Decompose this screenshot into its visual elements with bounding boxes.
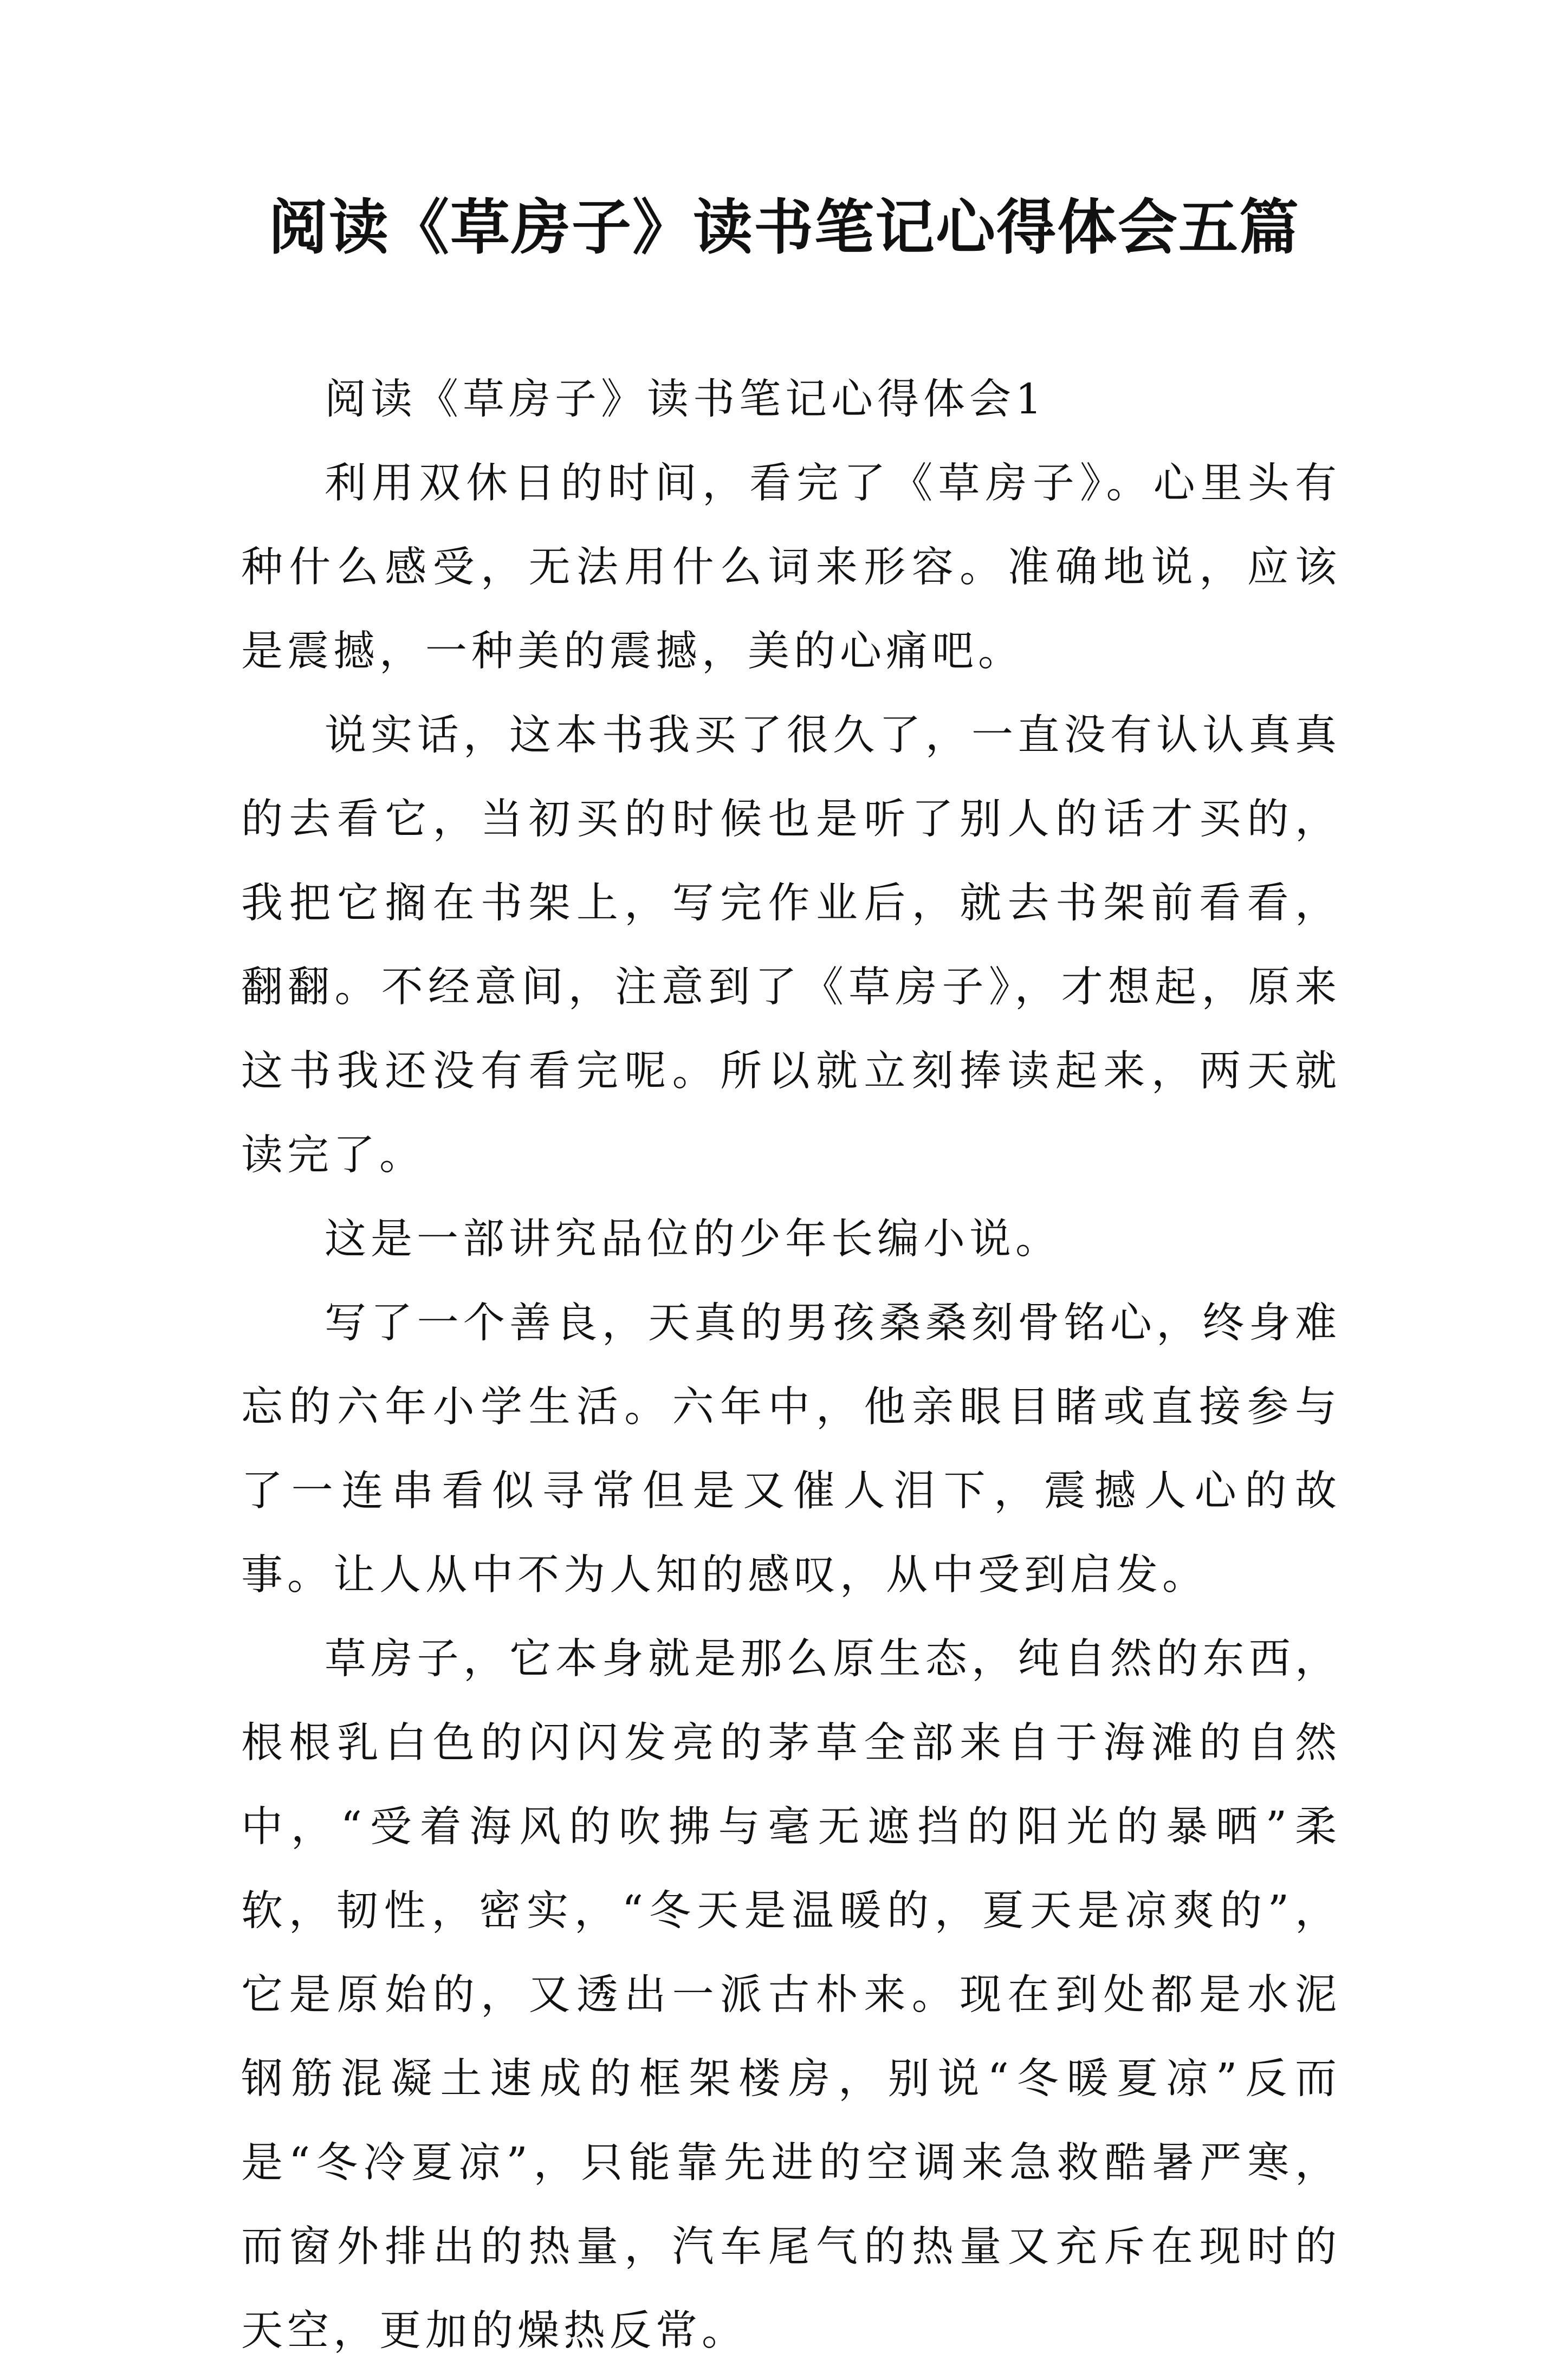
- document-body: [241, 358, 1341, 2373]
- section-heading: 阅读《草房子》读书笔记心得体会1: [325, 375, 1046, 424]
- paragraph: 草房子，它本身就是那么原生态，纯自然的东西，根根乳白色的闪闪发亮的茅草全部来自于海滩的自然中，“受着海风的吹拂与毫无遮挡的阳光的暴晒”柔软，韧性，密实，“冬天是温暖的，夏天是凉爽的”，它是原始的，又透出一派古朴来。现在到处都是水泥钢筋混凝土速成的框架楼房，别说“冬暖夏凉”反而是“冬冷夏凉”，只能靠先进的空调来急救酷暑严寒，而窗外排出的热量，汽车尾气的热量又充斥在现时的天空，更加的燥热反常。: [241, 1635, 1341, 2355]
- paragraph: 写了一个善良，天真的男孩桑桑刻骨铭心，终身难忘的六年小学生活。六年中，他亲眼目睹或直接参与了一连串看似寻常但是又催人泪下，震撼人心的故事。让人从中不为人知的感叹，从中受到启发。: [241, 1299, 1341, 1599]
- document-title: 阅读《草房子》读书笔记心得体会五篇: [268, 192, 1300, 262]
- paragraph: 这是一部讲究品位的少年长编小说。: [325, 1215, 1061, 1263]
- paragraph: 说实话，这本书我买了很久了，一直没有认认真真的去看它，当初买的时候也是听了别人的话才买的，我把它搁在书架上，写完作业后，就去书架前看看，翻翻。不经意间，注意到了《草房子》，才想起，原来这书我还没有看完呢。所以就立刻捧读起来，两天就读完了。: [241, 711, 1341, 1179]
- paragraph: 利用双休日的时间，看完了《草房子》。心里头有种什么感受，无法用什么词来形容。准确地说，应该是震撼，一种美的震撼，美的心痛吧。: [241, 459, 1341, 676]
